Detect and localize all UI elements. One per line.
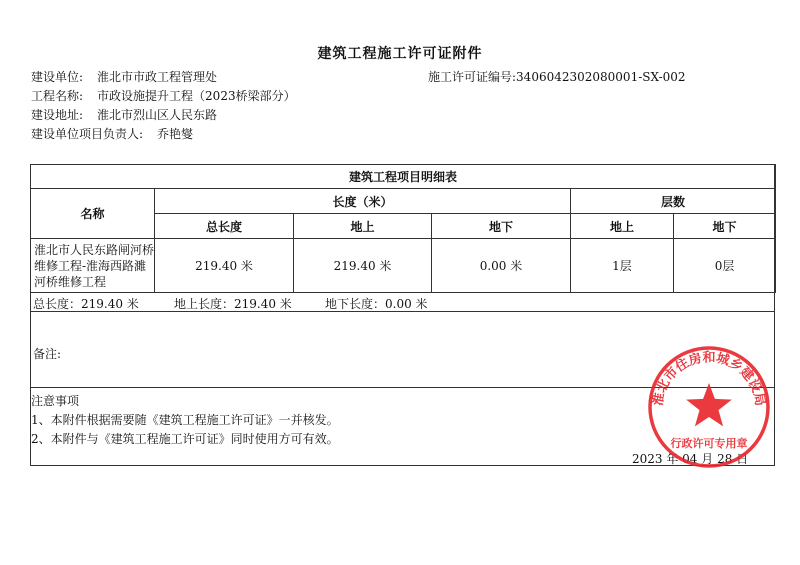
subheader-total-length: 总长度	[155, 214, 294, 239]
subheader-floors-below: 地下	[674, 214, 776, 239]
project-manager-row	[31, 125, 193, 142]
totals-below-length: 地下长度：0.00 米	[325, 297, 428, 311]
construction-unit-value: 淮北市市政工程管理处	[97, 70, 218, 84]
issue-date: 2023 年 04 月 28 日	[632, 452, 749, 466]
permit-number-row	[428, 68, 686, 85]
permit-number-label: 施工许可证编号:	[428, 70, 517, 84]
row-project-name: 淮北市人民东路闸河桥维修工程-淮海西路濉河桥维修工程	[31, 239, 155, 293]
construction-address-value: 淮北市烈山区人民东路	[97, 108, 218, 122]
notes-item-1: 1、本附件根据需要随《建筑工程施工许可证》一并核发。	[31, 413, 339, 427]
construction-address-row	[31, 106, 217, 123]
project-name-label: 工程名称:	[31, 89, 84, 103]
table-row	[31, 239, 776, 293]
construction-unit-row	[31, 68, 217, 85]
document-title: 建筑工程施工许可证附件	[317, 46, 483, 62]
row-floors-above: 1层	[571, 239, 674, 293]
construction-unit-label: 建设单位:	[31, 70, 84, 84]
official-seal-stamp	[645, 343, 773, 471]
seal-sub-text: 行政许可专用章	[670, 437, 748, 450]
totals-above-length: 地上长度：219.40 米	[174, 297, 292, 311]
row-below-length: 0.00 米	[432, 239, 571, 293]
notes-item-2: 2、本附件与《建筑工程施工许可证》同时使用方可有效。	[31, 432, 339, 446]
column-header-name: 名称	[31, 189, 155, 239]
seal-star-icon	[686, 383, 732, 426]
notes-section	[31, 392, 339, 449]
project-name-value: 市政设施提升工程（2023桥梁部分）	[97, 89, 296, 103]
column-header-floors: 层数	[571, 189, 776, 214]
permit-number-value: 3406042302080001-SX-002	[516, 70, 686, 84]
table-title: 建筑工程项目明细表	[31, 165, 776, 189]
totals-row	[30, 292, 775, 312]
totals-total-length: 总长度：219.40 米	[33, 297, 139, 311]
project-detail-table	[30, 164, 776, 293]
construction-address-label: 建设地址:	[31, 108, 84, 122]
project-manager-value: 乔艳燮	[157, 127, 194, 141]
row-total-length: 219.40 米	[155, 239, 294, 293]
subheader-below-ground: 地下	[432, 214, 571, 239]
remarks-label: 备注:	[33, 347, 62, 361]
notes-heading: 注意事项	[31, 394, 80, 408]
row-floors-below: 0层	[674, 239, 776, 293]
subheader-above-ground: 地上	[294, 214, 432, 239]
row-above-length: 219.40 米	[294, 239, 432, 293]
project-manager-label: 建设单位项目负责人:	[31, 127, 144, 141]
subheader-floors-above: 地上	[571, 214, 674, 239]
seal-name-text: 淮北市住房和城乡建设局	[650, 350, 768, 408]
project-name-row	[31, 87, 296, 104]
column-header-length: 长度（米）	[155, 189, 571, 214]
